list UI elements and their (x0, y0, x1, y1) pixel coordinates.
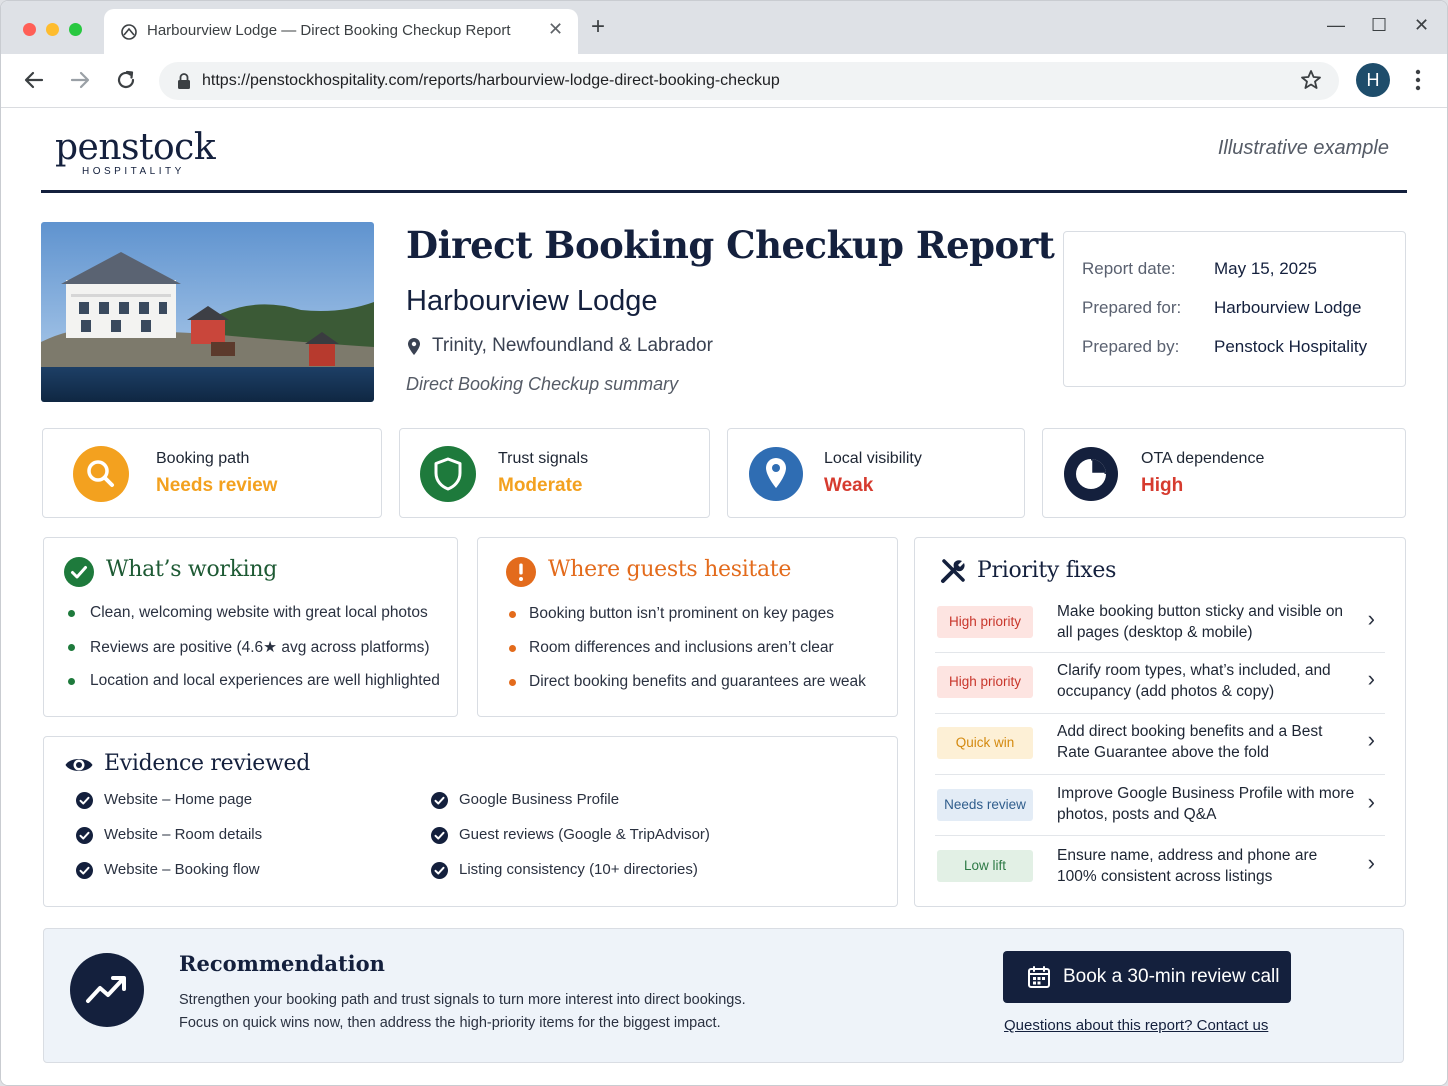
check-icon (431, 862, 448, 879)
url-text: https://penstockhospitality.com/reports/harbourview-lodge-direct-booking-checkup (202, 72, 780, 89)
evidence-item: Listing consistency (10+ directories) (459, 861, 698, 878)
meta-key: Prepared for: (1082, 298, 1182, 317)
minimize-window-dot[interactable] (46, 23, 59, 36)
property-name: Harbourview Lodge (406, 285, 658, 317)
meta-value: Harbourview Lodge (1214, 298, 1362, 317)
map-pin-icon (748, 446, 804, 502)
evidence-item: Website – Room details (104, 826, 263, 843)
chevron-right-icon: › (1367, 606, 1375, 631)
recommendation-text (179, 989, 819, 1035)
recommendation-line: Focus on quick wins now, then address the high-priority items for the biggest impact. (179, 1015, 721, 1031)
minimize-button[interactable]: — (1327, 15, 1345, 35)
search-icon (73, 446, 129, 502)
bullet-dot (509, 679, 516, 686)
fix-description: Add direct booking benefits and a Best Rate Guarantee above the fold (1057, 723, 1323, 761)
forward-arrow-icon[interactable] (67, 67, 93, 93)
recommendation-panel (43, 928, 1404, 1063)
tab-title: Harbourview Lodge — Direct Booking Checkup Report (147, 22, 511, 39)
evidence-item: Website – Home page (104, 791, 253, 808)
meta-value: Penstock Hospitality (1214, 337, 1368, 356)
score-status: Needs review (156, 475, 278, 496)
brand-logo: penstock (55, 127, 216, 168)
chevron-right-icon: › (1367, 727, 1375, 752)
priority-fix-row[interactable] (935, 714, 1385, 775)
evidence-reviewed-title: Evidence reviewed (104, 751, 310, 776)
meta-key: Prepared by: (1082, 337, 1180, 356)
calendar-icon (1027, 965, 1051, 989)
bullet-dot (68, 678, 75, 685)
more-menu-icon[interactable] (1407, 66, 1429, 94)
score-label: Trust signals (498, 450, 589, 467)
fix-description: Make booking button sticky and visible on all pages (desktop & mobile) (1057, 603, 1344, 641)
recommendation-line: Strengthen your booking path and trust signals to turn more interest into direct bookings. (179, 992, 746, 1008)
score-card-ota-dependence[interactable] (1042, 428, 1406, 518)
bullet-dot (509, 645, 516, 652)
header-divider (41, 190, 1407, 193)
meta-value: May 15, 2025 (1214, 259, 1318, 278)
priority-fixes-title: Priority fixes (977, 558, 1117, 583)
back-arrow-icon[interactable] (21, 67, 47, 93)
report-meta-card (1063, 231, 1406, 387)
score-status: Moderate (498, 475, 583, 496)
check-icon (431, 792, 448, 809)
check-icon (76, 862, 93, 879)
report-title: Direct Booking Checkup Report (406, 223, 1055, 267)
working-item: Clean, welcoming website with great local photos (90, 604, 428, 621)
priority-badge: Quick win (937, 727, 1033, 759)
book-review-call-button[interactable] (1003, 951, 1291, 1003)
favicon-icon (120, 23, 138, 41)
lodge-photo (41, 222, 374, 402)
check-circle-icon (64, 557, 94, 587)
score-status: Weak (824, 475, 874, 496)
contact-link[interactable]: Questions about this report? Contact us (1004, 1017, 1269, 1034)
evidence-reviewed-card (43, 736, 898, 907)
check-icon (431, 827, 448, 844)
chevron-right-icon: › (1367, 666, 1375, 691)
priority-badge: High priority (937, 666, 1033, 698)
evidence-item: Guest reviews (Google & TripAdvisor) (459, 826, 710, 843)
priority-badge: Low lift (937, 850, 1033, 882)
meta-row-date (1082, 259, 1317, 279)
new-tab-button[interactable]: + (591, 13, 606, 40)
shield-icon (420, 446, 476, 502)
priority-fix-row[interactable] (935, 775, 1385, 836)
score-label: Local visibility (824, 450, 922, 467)
zoom-window-dot[interactable] (69, 23, 82, 36)
check-icon (76, 827, 93, 844)
illustrative-note: Illustrative example (1217, 137, 1389, 159)
address-bar[interactable] (159, 62, 1339, 100)
bullet-dot (68, 644, 75, 651)
whats-working-card (43, 537, 458, 717)
tab-close-icon[interactable]: ✕ (548, 19, 564, 39)
whats-working-title: What’s working (106, 557, 278, 582)
where-guests-hesitate-title: Where guests hesitate (548, 557, 792, 582)
report-summary: Direct Booking Checkup summary (406, 374, 679, 394)
recommendation-title: Recommendation (179, 951, 385, 976)
close-window-dot[interactable] (23, 23, 36, 36)
profile-avatar[interactable]: H (1356, 63, 1390, 97)
property-location: Trinity, Newfoundland & Labrador (432, 335, 713, 356)
close-button[interactable]: ✕ (1414, 15, 1430, 35)
score-label: Booking path (156, 450, 250, 467)
working-item: Location and local experiences are well highlighted (90, 672, 440, 689)
hesitate-item: Direct booking benefits and guarantees are weak (529, 673, 866, 690)
priority-fixes-card (914, 537, 1406, 907)
bullet-dot (509, 611, 516, 618)
cta-label: Book a 30-min review call (1063, 966, 1280, 987)
hesitate-item: Room differences and inclusions aren’t clear (529, 639, 834, 656)
alert-icon (506, 557, 536, 587)
fix-description: Clarify room types, what’s included, and occupancy (add photos & copy) (1057, 662, 1331, 700)
maximize-button[interactable]: ☐ (1371, 15, 1388, 35)
score-card-trust-signals[interactable] (399, 428, 710, 518)
priority-fix-row[interactable] (935, 592, 1385, 653)
meta-key: Report date: (1082, 259, 1176, 278)
score-card-booking-path[interactable] (42, 428, 382, 518)
evidence-item: Google Business Profile (459, 791, 620, 808)
chevron-right-icon: › (1367, 789, 1375, 814)
bullet-dot (68, 610, 75, 617)
hesitate-item: Booking button isn’t prominent on key pages (529, 605, 835, 622)
pie-chart-icon (1063, 446, 1119, 502)
location-pin-icon (406, 337, 422, 357)
bookmark-star-icon[interactable] (1299, 68, 1323, 92)
working-item: Reviews are positive (4.6★ avg across platforms) (90, 639, 430, 656)
report-page (1, 109, 1448, 1086)
trending-up-icon (70, 953, 144, 1027)
chevron-right-icon: › (1367, 850, 1375, 875)
evidence-item: Website – Booking flow (104, 861, 260, 878)
fix-description: Ensure name, address and phone are 100% consistent across listings (1057, 847, 1318, 885)
brand-logo-subtitle: HOSPITALITY (82, 166, 185, 177)
priority-badge: Needs review (937, 789, 1033, 821)
meta-row-prepared-by (1082, 337, 1367, 357)
priority-badge: High priority (937, 606, 1033, 638)
lock-icon (177, 73, 191, 89)
tools-icon (939, 557, 967, 585)
score-card-local-visibility[interactable] (727, 428, 1025, 518)
tab-strip (1, 1, 1448, 54)
eye-icon (64, 754, 94, 776)
reload-icon[interactable] (113, 67, 139, 93)
browser-tab[interactable] (104, 9, 578, 54)
fix-description: Improve Google Business Profile with more photos, posts and Q&A (1057, 785, 1355, 823)
where-guests-hesitate-card (477, 537, 898, 717)
score-label: OTA dependence (1141, 450, 1265, 467)
check-icon (76, 792, 93, 809)
priority-fix-row[interactable] (935, 653, 1385, 714)
meta-row-prepared-for (1082, 298, 1361, 318)
score-status: High (1141, 475, 1184, 496)
priority-fix-row[interactable] (935, 836, 1385, 897)
browser-toolbar (1, 54, 1448, 108)
